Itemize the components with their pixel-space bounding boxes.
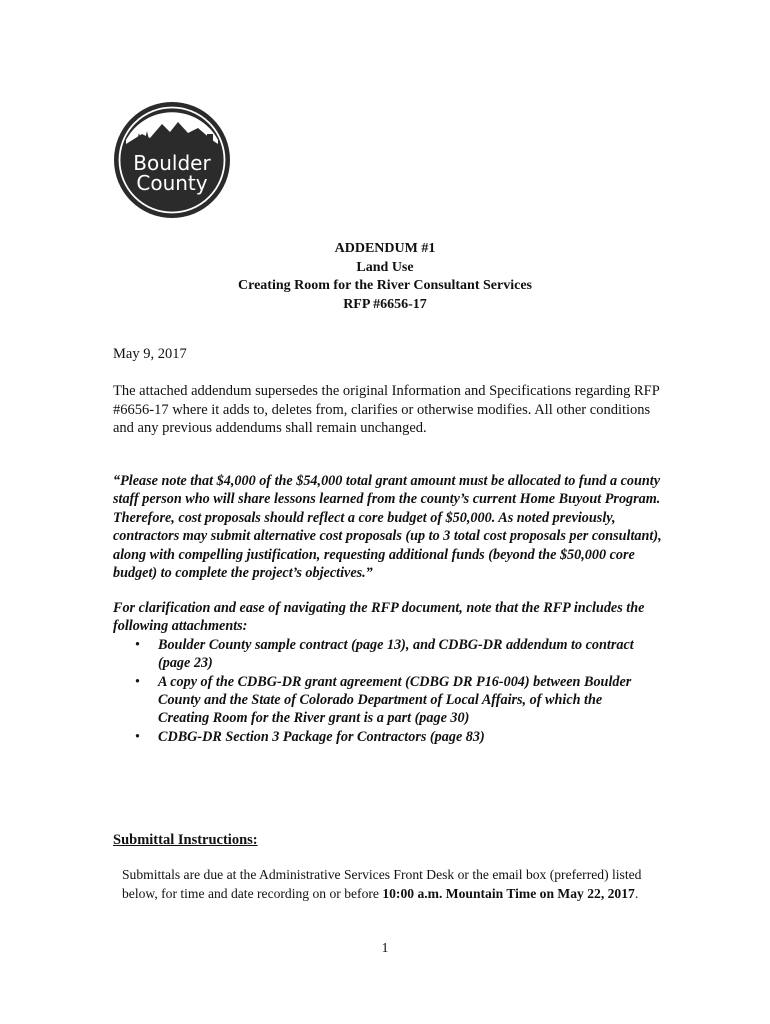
logo-text-line1: Boulder: [133, 151, 211, 175]
intro-paragraph: The attached addendum supersedes the original Information and Specifications regarding RFP #6656-17 where it adds to, deletes from, clarifies or otherwise modifies. All other conditions and any previous addendums shall remain unchanged.: [113, 383, 660, 436]
page-number: 1: [381, 941, 389, 956]
addendum-title: ADDENDUM #1: [334, 241, 436, 256]
logo-text-line2: County: [136, 171, 208, 195]
bullet-icon: •: [135, 673, 140, 690]
boulder-county-logo: [112, 100, 232, 220]
budget-note-paragraph: “Please note that $4,000 of the $54,000 total grant amount must be allocated to fund a county staff person who will share lessons learned from the county’s current Home Buyout Program. Therefore, cost proposals should reflect a core budget of $50,000. As noted previously, contractors may submit alternative cost proposals (up to 3 total cost proposals per consultant), along with compelling justification, requesting additional funds (beyond the $50,000 core budget) to complete the project’s objectives.”: [113, 473, 662, 582]
list-item: [113, 728, 653, 746]
attachment-item-text: CDBG-DR Section 3 Package for Contractors (page 83): [158, 728, 485, 745]
clarification-section: [113, 599, 653, 746]
list-item: [113, 636, 653, 673]
bullet-icon: •: [135, 728, 140, 745]
bullet-icon: •: [135, 636, 140, 653]
submittal-heading: Submittal Instructions:: [113, 832, 258, 848]
document-date: May 9, 2017: [113, 346, 187, 362]
list-item: [113, 673, 653, 728]
submittal-text-end: .: [634, 886, 639, 901]
submittal-text: Submittals are due at the Administrative Services Front Desk or the email box (preferred) listed below, for time and date recording on or before: [122, 867, 642, 901]
attachments-list: [113, 636, 653, 746]
attachment-item-text: Boulder County sample contract (page 13), and CDBG-DR addendum to contract (page 23): [158, 636, 634, 672]
submittal-deadline: 10:00 a.m. Mountain Time on May 22, 2017: [382, 886, 635, 901]
document-header: [0, 240, 770, 314]
department-title: Land Use: [356, 259, 414, 275]
clarification-intro: For clarification and ease of navigating the RFP document, note that the RFP includes the following attachments:: [113, 600, 645, 635]
submittal-paragraph: [122, 865, 662, 903]
rfp-number: RFP #6656-17: [343, 296, 427, 312]
project-title: Creating Room for the River Consultant Services: [238, 278, 532, 293]
attachment-item-text: A copy of the CDBG-DR grant agreement (CDBG DR P16-004) between Boulder County and the State of Colorado Department of Local Affairs, of which the Creating Room for the River grant is a part (page 30): [158, 673, 632, 727]
